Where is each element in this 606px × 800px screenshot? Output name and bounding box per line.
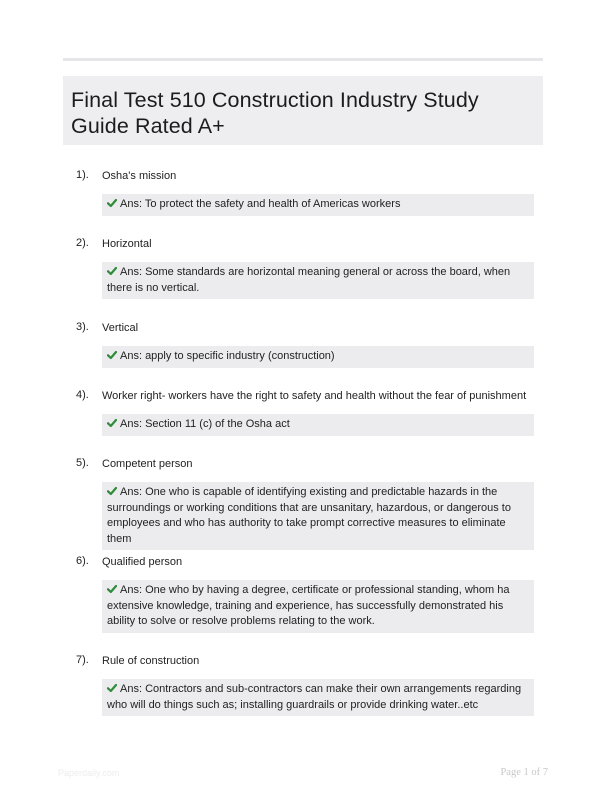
question-text: Osha's mission: [102, 170, 177, 182]
answer-box: [102, 414, 534, 436]
question-number: 7).: [76, 654, 89, 666]
question-text: Competent person: [102, 458, 193, 470]
answer-text: Ans: apply to specific industry (construction): [120, 350, 335, 362]
answer-box: [102, 194, 534, 216]
question-text: Rule of construction: [102, 655, 200, 667]
check-icon: [107, 198, 117, 208]
answer-box: [102, 346, 534, 368]
answer-text: Ans: One who by having a degree, certificate or professional standing, whom ha extensive knowledge, training and experience, has successfully demonstrated his ability to solve or resolve problems relating to the work.: [107, 584, 510, 627]
question-text: Worker right- workers have the right to safety and health without the fear of punishment: [102, 390, 527, 402]
answer-text: Ans: To protect the safety and health of Americas workers: [120, 198, 401, 210]
answer-box: [102, 580, 534, 633]
question-text: Qualified person: [102, 556, 183, 568]
question-number: 1).: [76, 169, 89, 181]
answer-text: Ans: Some standards are horizontal meaning general or across the board, when there is no vertical.: [107, 266, 511, 294]
check-icon: [107, 683, 117, 693]
watermark-text: Paperdaily.com: [58, 768, 120, 778]
question-text: Horizontal: [102, 238, 152, 250]
question-number: 3).: [76, 321, 89, 333]
question-number: 2).: [76, 237, 89, 249]
title-banner: [63, 76, 543, 145]
answer-box: [102, 262, 534, 299]
question-number: 6).: [76, 555, 89, 567]
answer-text: Ans: Contractors and sub-contractors can make their own arrangements regarding who will do things such as; installing guardrails or provide drinking water..etc: [107, 683, 522, 711]
answer-box: [102, 679, 534, 716]
question-number: 4).: [76, 389, 89, 401]
answer-text: Ans: One who is capable of identifying existing and predictable hazards in the surroundings or working conditions that are unsanitary, hazardous, or dangerous to employees and who has authority to take prompt corrective measures to eliminate them: [107, 486, 511, 545]
check-icon: [107, 350, 117, 360]
check-icon: [107, 486, 117, 496]
check-icon: [107, 418, 117, 428]
check-icon: [107, 266, 117, 276]
top-divider: [63, 58, 543, 61]
page-title: Final Test 510 Construction Industry Study Guide Rated A+: [71, 88, 479, 138]
check-icon: [107, 584, 117, 594]
question-number: 5).: [76, 457, 89, 469]
question-text: Vertical: [102, 322, 139, 334]
page-indicator: Page 1 of 7: [500, 767, 548, 778]
answer-text: Ans: Section 11 (c) of the Osha act: [120, 418, 290, 430]
answer-box: [102, 482, 534, 550]
